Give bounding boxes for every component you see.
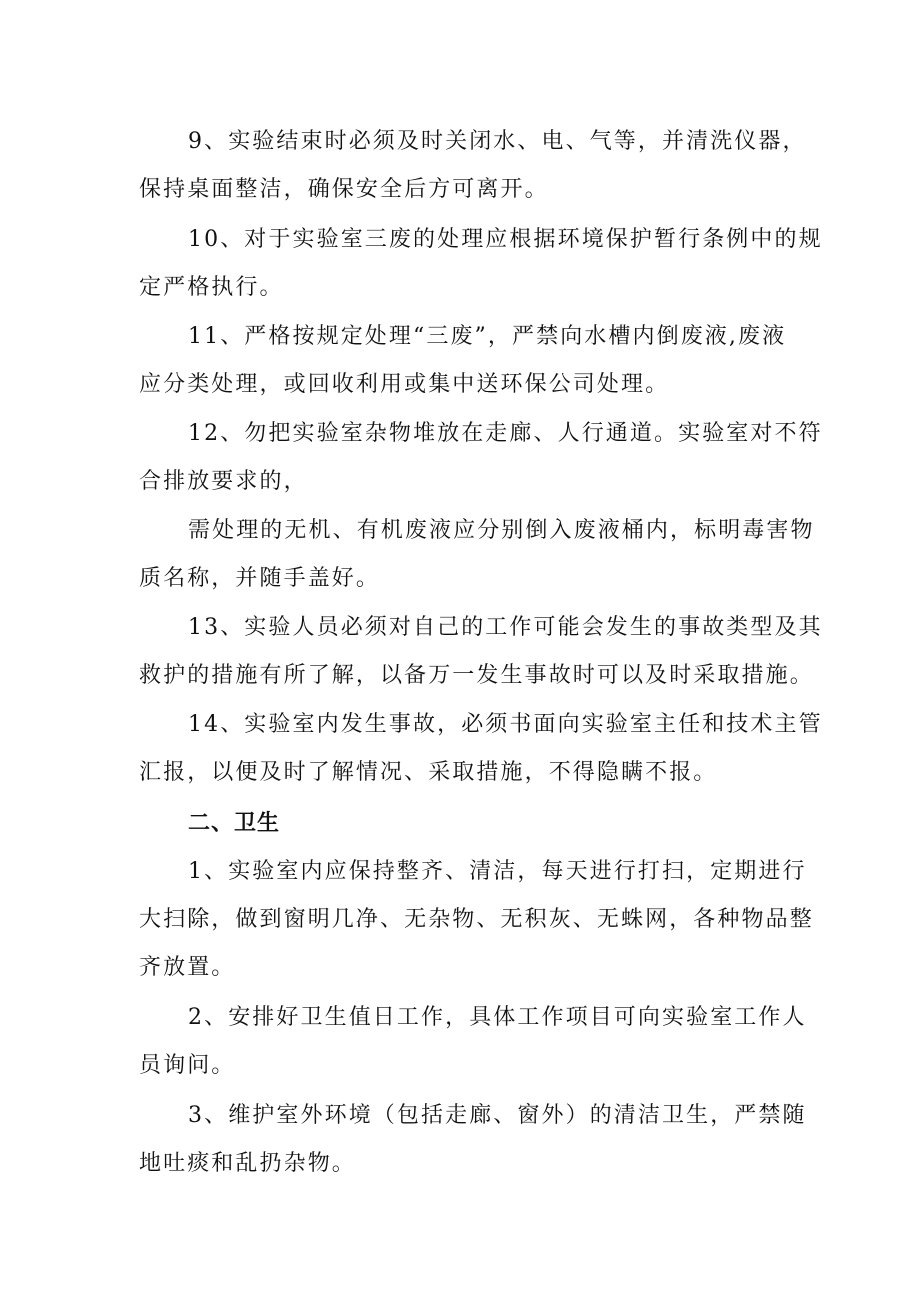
hygiene-1-line-2: 大扫除，做到窗明几净、无杂物、无积灰、无蛛网，各种物品整 [139, 907, 814, 932]
rule-9-line-2: 保持桌面整洁，确保安全后方可离开。 [139, 177, 549, 202]
rule-12-line-2: 合排放要求的， [139, 469, 308, 494]
rule-14-line-2: 汇报，以便及时了解情况、采取措施，不得隐瞒不报。 [139, 760, 718, 785]
rule-14-line-1: 14、实验室内发生事故，必须书面向实验室主任和技术主管 [188, 712, 823, 737]
rule-13-line-1: 13、实验人员必须对自己的工作可能会发生的事故类型及其 [188, 615, 823, 640]
rule-12-cont-line-1: 需处理的无机、有机废液应分别倒入废液桶内，标明毒害物 [188, 518, 815, 543]
rule-12-line-1: 12、勿把实验室杂物堆放在走廊、人行通道。实验室对不符 [188, 421, 823, 446]
rule-10-line-1: 10、对于实验室三废的处理应根据环境保护暂行条例中的规 [188, 227, 823, 252]
rule-10-line-2: 定严格执行。 [139, 275, 284, 300]
section-heading-hygiene: 二、卫生 [188, 810, 281, 836]
rule-11-line-2: 应分类处理，或回收利用或集中送环保公司处理。 [139, 372, 670, 397]
rule-13-line-2: 救护的措施有所了解，以备万一发生事故时可以及时采取措施。 [139, 663, 814, 688]
hygiene-2-line-2: 员询问。 [139, 1053, 236, 1078]
hygiene-1-line-3: 齐放置。 [139, 955, 236, 980]
hygiene-2-line-1: 2、安排好卫生值日工作，具体工作项目可向实验室工作人 [188, 1005, 807, 1030]
hygiene-3-line-1: 3、维护室外环境（包括走廊、窗外）的清洁卫生，严禁随 [188, 1103, 807, 1128]
hygiene-3-line-2: 地吐痰和乱扔杂物。 [139, 1151, 356, 1176]
hygiene-1-line-1: 1、实验室内应保持整齐、清洁，每天进行打扫，定期进行 [188, 859, 807, 884]
rule-9-line-1: 9、实验结束时必须及时关闭水、电、气等，并清洗仪器， [188, 129, 807, 154]
rule-11-line-1: 11、严格按规定处理“三废”，严禁向水槽内倒废液,废液 [188, 324, 787, 349]
rule-12-cont-line-2: 质名称，并随手盖好。 [139, 566, 381, 591]
